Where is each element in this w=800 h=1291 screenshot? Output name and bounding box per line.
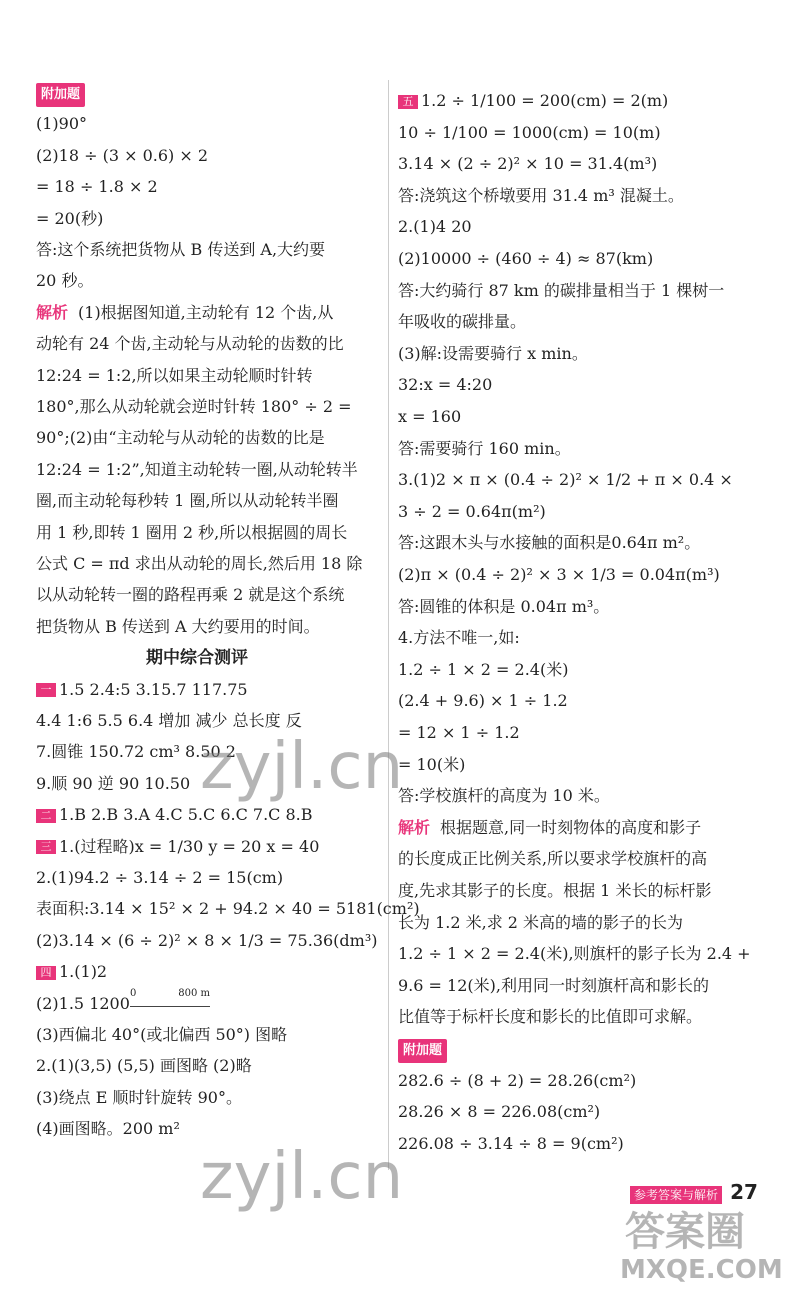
left-line: 答:这个系统把货物从 B 传送到 A,大约要 (36, 240, 326, 259)
right-line: 226.08 ÷ 3.14 ÷ 8 = 9(cm²) (398, 1133, 624, 1153)
analysis-label: 解析 (36, 302, 69, 322)
section-number: 一 (36, 683, 56, 697)
left-line (36, 82, 85, 107)
left-line: = 18 ÷ 1.8 × 2 (36, 177, 158, 197)
left-line (36, 302, 333, 324)
line-text: (1)根据图知道,主动轮有 12 个齿,从 (78, 302, 334, 322)
left-line: (2)1.5 1200 (36, 993, 130, 1013)
left-line: (2)3.14 × (6 ÷ 2)² × 8 × 1/3 = 75.36(dm³) (36, 930, 378, 950)
left-line: 180°,那么从动轮就会逆时针转 180° ÷ 2 = (36, 397, 352, 416)
page-number: 27 (730, 1180, 758, 1204)
left-line: 用 1 秒,即转 1 圈用 2 秒,所以根据圆的周长 (36, 522, 348, 542)
section-number: 三 (36, 840, 56, 854)
section-number: 四 (36, 966, 56, 980)
right-line: 28.26 × 8 = 226.08(cm²) (398, 1102, 601, 1122)
section-number: 五 (398, 95, 418, 109)
left-line: 表面积:3.14 × 15² × 2 + 94.2 × 40 = 5181(cm²) (36, 899, 420, 919)
watermark-4: MXQE.COM (620, 1255, 783, 1285)
section-number: 二 (36, 809, 56, 823)
right-line: (3)解:设需要骑行 x min。 (398, 343, 588, 363)
line-text: 1.5 2.4:5 3.15.7 117.75 (59, 679, 248, 699)
left-line: (1)90° (36, 114, 88, 134)
left-line (36, 836, 319, 858)
line-text: 根据题意,同一时刻物体的高度和影子 (440, 817, 702, 837)
left-line: 9.顺 90 逆 90 10.50 (36, 773, 191, 793)
right-line: = 12 × 1 ÷ 1.2 (398, 723, 520, 742)
right-line: 3 ÷ 2 = 0.64π(m²) (398, 501, 546, 521)
left-line: 以从动轮转一圈的路程再乘 2 就是这个系统 (36, 585, 345, 605)
right-line: 年吸收的碳排量。 (398, 312, 527, 332)
footer-label: 参考答案与解析 (630, 1186, 722, 1204)
line-text: 1.B 2.B 3.A 4.C 5.C 6.C 7.C 8.B (59, 805, 313, 825)
right-line: 1.2 ÷ 1 × 2 = 2.4(米) (398, 659, 569, 679)
line-text: 1.(过程略)x = 1/30 y = 20 x = 40 (59, 836, 320, 856)
left-line: (3)绕点 E 顺时针旋转 90°。 (36, 1087, 242, 1107)
right-line: 答:大约骑行 87 km 的碳排量相当于 1 棵树一 (398, 280, 725, 300)
right-line: (2)10000 ÷ (460 ÷ 4) ≈ 87(km) (398, 249, 654, 268)
left-line: 12:24 = 1:2,所以如果主动轮顺时针转 (36, 365, 313, 385)
left-line: = 20(秒) (36, 208, 104, 228)
scale-bar (130, 988, 210, 1007)
right-line: 4.方法不唯一,如: (398, 628, 520, 648)
left-line: 动轮有 24 个齿,主动轮与从动轮的齿数的比 (36, 334, 344, 354)
left-line (36, 961, 107, 983)
watermark-3: 答案圈 (625, 1209, 745, 1255)
scale-end: 800 m (178, 988, 210, 999)
right-line: 答:这跟木头与水接触的面积是0.64π m²。 (398, 533, 701, 553)
left-line: 20 秒。 (36, 271, 94, 291)
right-line: 2.(1)4 20 (398, 217, 472, 237)
right-line: (2)π × (0.4 ÷ 2)² × 3 × 1/3 = 0.04π(m³) (398, 565, 720, 584)
right-line: 答:浇筑这个桥墩要用 31.4 m³ 混凝土。 (398, 185, 684, 205)
section-tag: 附加题 (36, 83, 85, 107)
right-line: 1.2 ÷ 1 × 2 = 2.4(米),则旗杆的影子长为 2.4 + (398, 944, 751, 964)
left-line (36, 679, 248, 701)
right-line (398, 1038, 447, 1063)
right-line: 3.(1)2 × π × (0.4 ÷ 2)² × 1/2 + π × 0.4 × (398, 470, 733, 490)
right-line: 比值等于标杆长度和影长的比值即可求解。 (398, 1007, 703, 1027)
right-line (398, 90, 668, 112)
right-line: 3.14 × (2 ÷ 2)² × 10 = 31.4(m³) (398, 154, 658, 174)
left-line: (2)18 ÷ (3 × 0.6) × 2 (36, 145, 209, 165)
analysis-label: 解析 (398, 817, 431, 837)
left-line: 圈,而主动轮每秒转 1 圈,所以从动轮转半圈 (36, 491, 339, 511)
line-text: 1.2 ÷ 1/100 = 200(cm) = 2(m) (421, 91, 669, 110)
right-line: 的长度成正比例关系,所以要求学校旗杆的高 (398, 849, 708, 869)
column-divider (388, 80, 389, 1170)
left-line: 把货物从 B 传送到 A 大约要用的时间。 (36, 616, 320, 636)
left-line: 4.4 1:6 5.5 6.4 增加 减少 总长度 反 (36, 711, 302, 730)
right-line: 9.6 = 12(米),利用同一时刻旗杆高和影长的 (398, 975, 709, 995)
right-line: 长为 1.2 米,求 2 米高的墙的影子的长为 (398, 912, 684, 932)
right-line: 10 ÷ 1/100 = 1000(cm) = 10(m) (398, 122, 661, 142)
right-line: (2.4 + 9.6) × 1 ÷ 1.2 (398, 691, 568, 711)
left-line: 90°;(2)由“主动轮与从动轮的齿数的比是 (36, 428, 325, 448)
left-line (36, 804, 313, 826)
right-line: 282.6 ÷ (8 + 2) = 28.26(cm²) (398, 1070, 637, 1090)
watermark-2: zyjl.cn (200, 1140, 404, 1214)
right-line (398, 817, 701, 839)
left-line: (4)画图略。200 m² (36, 1119, 180, 1139)
scale-zero: 0 (130, 988, 137, 999)
right-line: 度,先求其影子的长度。根据 1 米长的标杆影 (398, 881, 712, 900)
right-line: 答:需要骑行 160 min。 (398, 438, 571, 458)
section-tag: 附加题 (398, 1039, 447, 1063)
watermark-1: zyjl.cn (200, 730, 404, 804)
left-line: 12:24 = 1:2”,知道主动轮转一圈,从动轮转半 (36, 459, 358, 479)
right-line: = 10(米) (398, 754, 466, 774)
right-line: 32:x = 4:20 (398, 375, 493, 395)
left-line: 7.圆锥 150.72 cm³ 8.50 2 (36, 742, 236, 762)
left-line: (3)西偏北 40°(或北偏西 50°) 图略 (36, 1025, 288, 1044)
right-line: 答:学校旗杆的高度为 10 米。 (398, 786, 610, 806)
line-text: 1.(1)2 (59, 962, 108, 982)
right-line: 答:圆锥的体积是 0.04π m³。 (398, 596, 610, 616)
left-line: 2.(1)94.2 ÷ 3.14 ÷ 2 = 15(cm) (36, 868, 284, 887)
section-title: 期中综合测评 (146, 648, 248, 669)
left-line: 2.(1)(3,5) (5,5) 画图略 (2)略 (36, 1056, 252, 1076)
left-line: 公式 C = πd 求出从动轮的周长,然后用 18 除 (36, 554, 363, 573)
right-line: x = 160 (398, 407, 462, 426)
